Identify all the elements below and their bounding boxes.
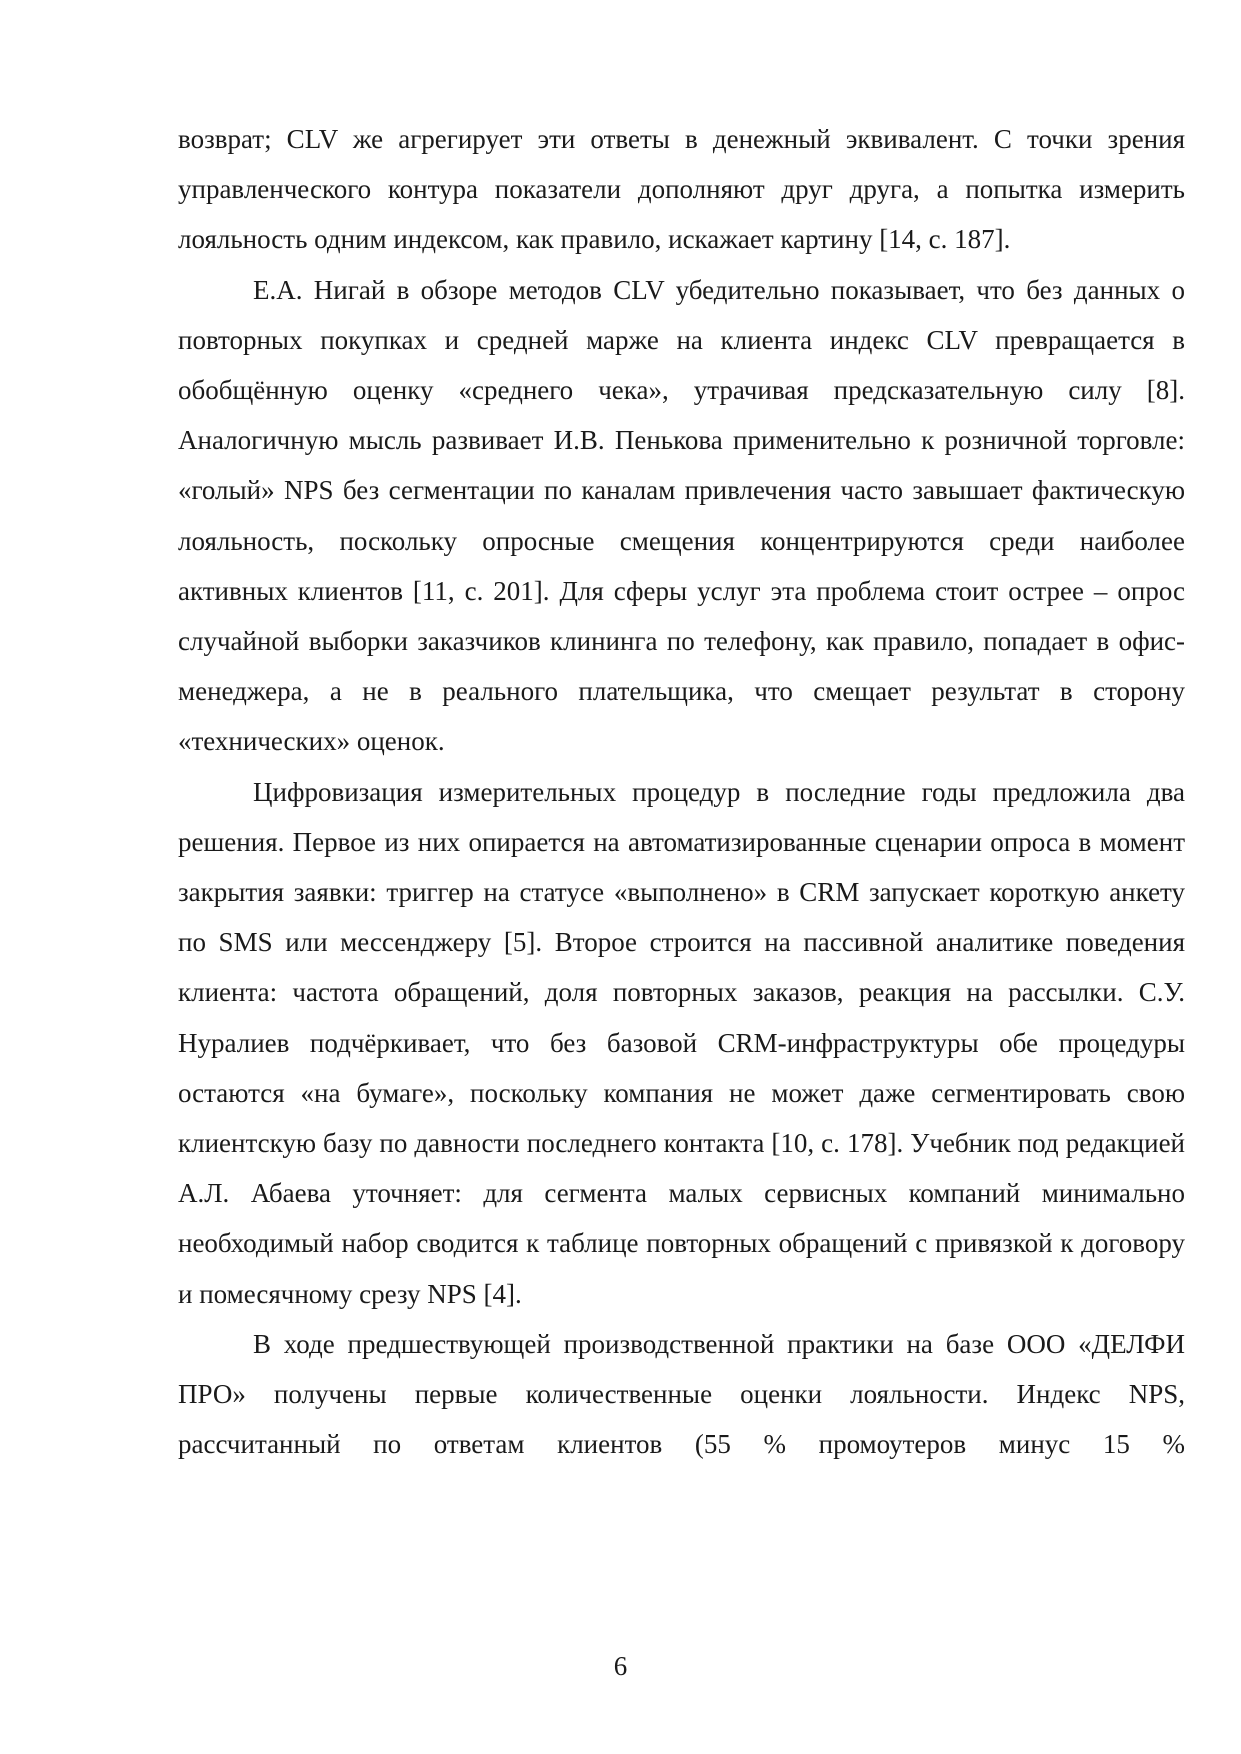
paragraph-clv-summary: возврат; CLV же агрегирует эти ответы в денежный эквивалент. С точки зрения управленческого контура показатели дополняют друг друга, а попытка измерить лояльность одним индексом, как правило, искажает картину [14, с. 187]. [178, 124, 1185, 255]
paragraph-nigai-review: Е.А. Нигай в обзоре методов CLV убедительно показывает, что без данных о повторных покупках и средней марже на клиента индекс CLV превращается в обобщённую оценку «среднего чека», утрачивая предсказательную силу [8]. Аналогичную мысль развивает И.В. Пенькова применительно к розничной торговле: «голый» NPS без сегментации по каналам привлечения часто завышает фактическую лояльность, поскольку опросные смещения концентрируются среди наиболее активных клиентов [11, с. 201]. Для сферы услуг эта проблема стоит острее – опрос случайной выборки заказчиков клининга по телефону, как правило, попадает в офис-менеджера, а не в реального плательщика, что смещает результат в сторону «технических» оценок. [178, 274, 1185, 757]
paragraph-digitalization: Цифровизация измерительных процедур в последние годы предложила два решения. Первое из них опирается на автоматизированные сценарии опроса в момент закрытия заявки: триггер на статусе «выполнено» в CRM запускает короткую анкету по SMS или мессенджеру [5]. Второе строится на пассивной аналитике поведения клиента: частота обращений, доля повторных заказов, реакция на рассылки. С.У. Нуралиев подчёркивает, что без базовой CRM-инфраструктуры обе процедуры остаются «на бумаге», поскольку компания не может даже сегментировать свою клиентскую базу по давности последнего контакта [10, с. 178]. Учебник под редакцией А.Л. Абаева уточняет: для сегмента малых сервисных компаний минимально необходимый набор сводится к таблице повторных обращений с привязкой к договору и помесячному срезу NPS [4]. [178, 776, 1185, 1309]
document-body [178, 114, 1185, 1469]
paragraph-delfi-practice: В ходе предшествующей производственной практики на базе ООО «ДЕЛФИ ПРО» получены первые количественные оценки лояльности. Индекс NPS, рассчитанный по ответам клиентов (55 % промоутеров минус 15 % [178, 1328, 1185, 1460]
page-number: 6 [613, 1651, 628, 1681]
